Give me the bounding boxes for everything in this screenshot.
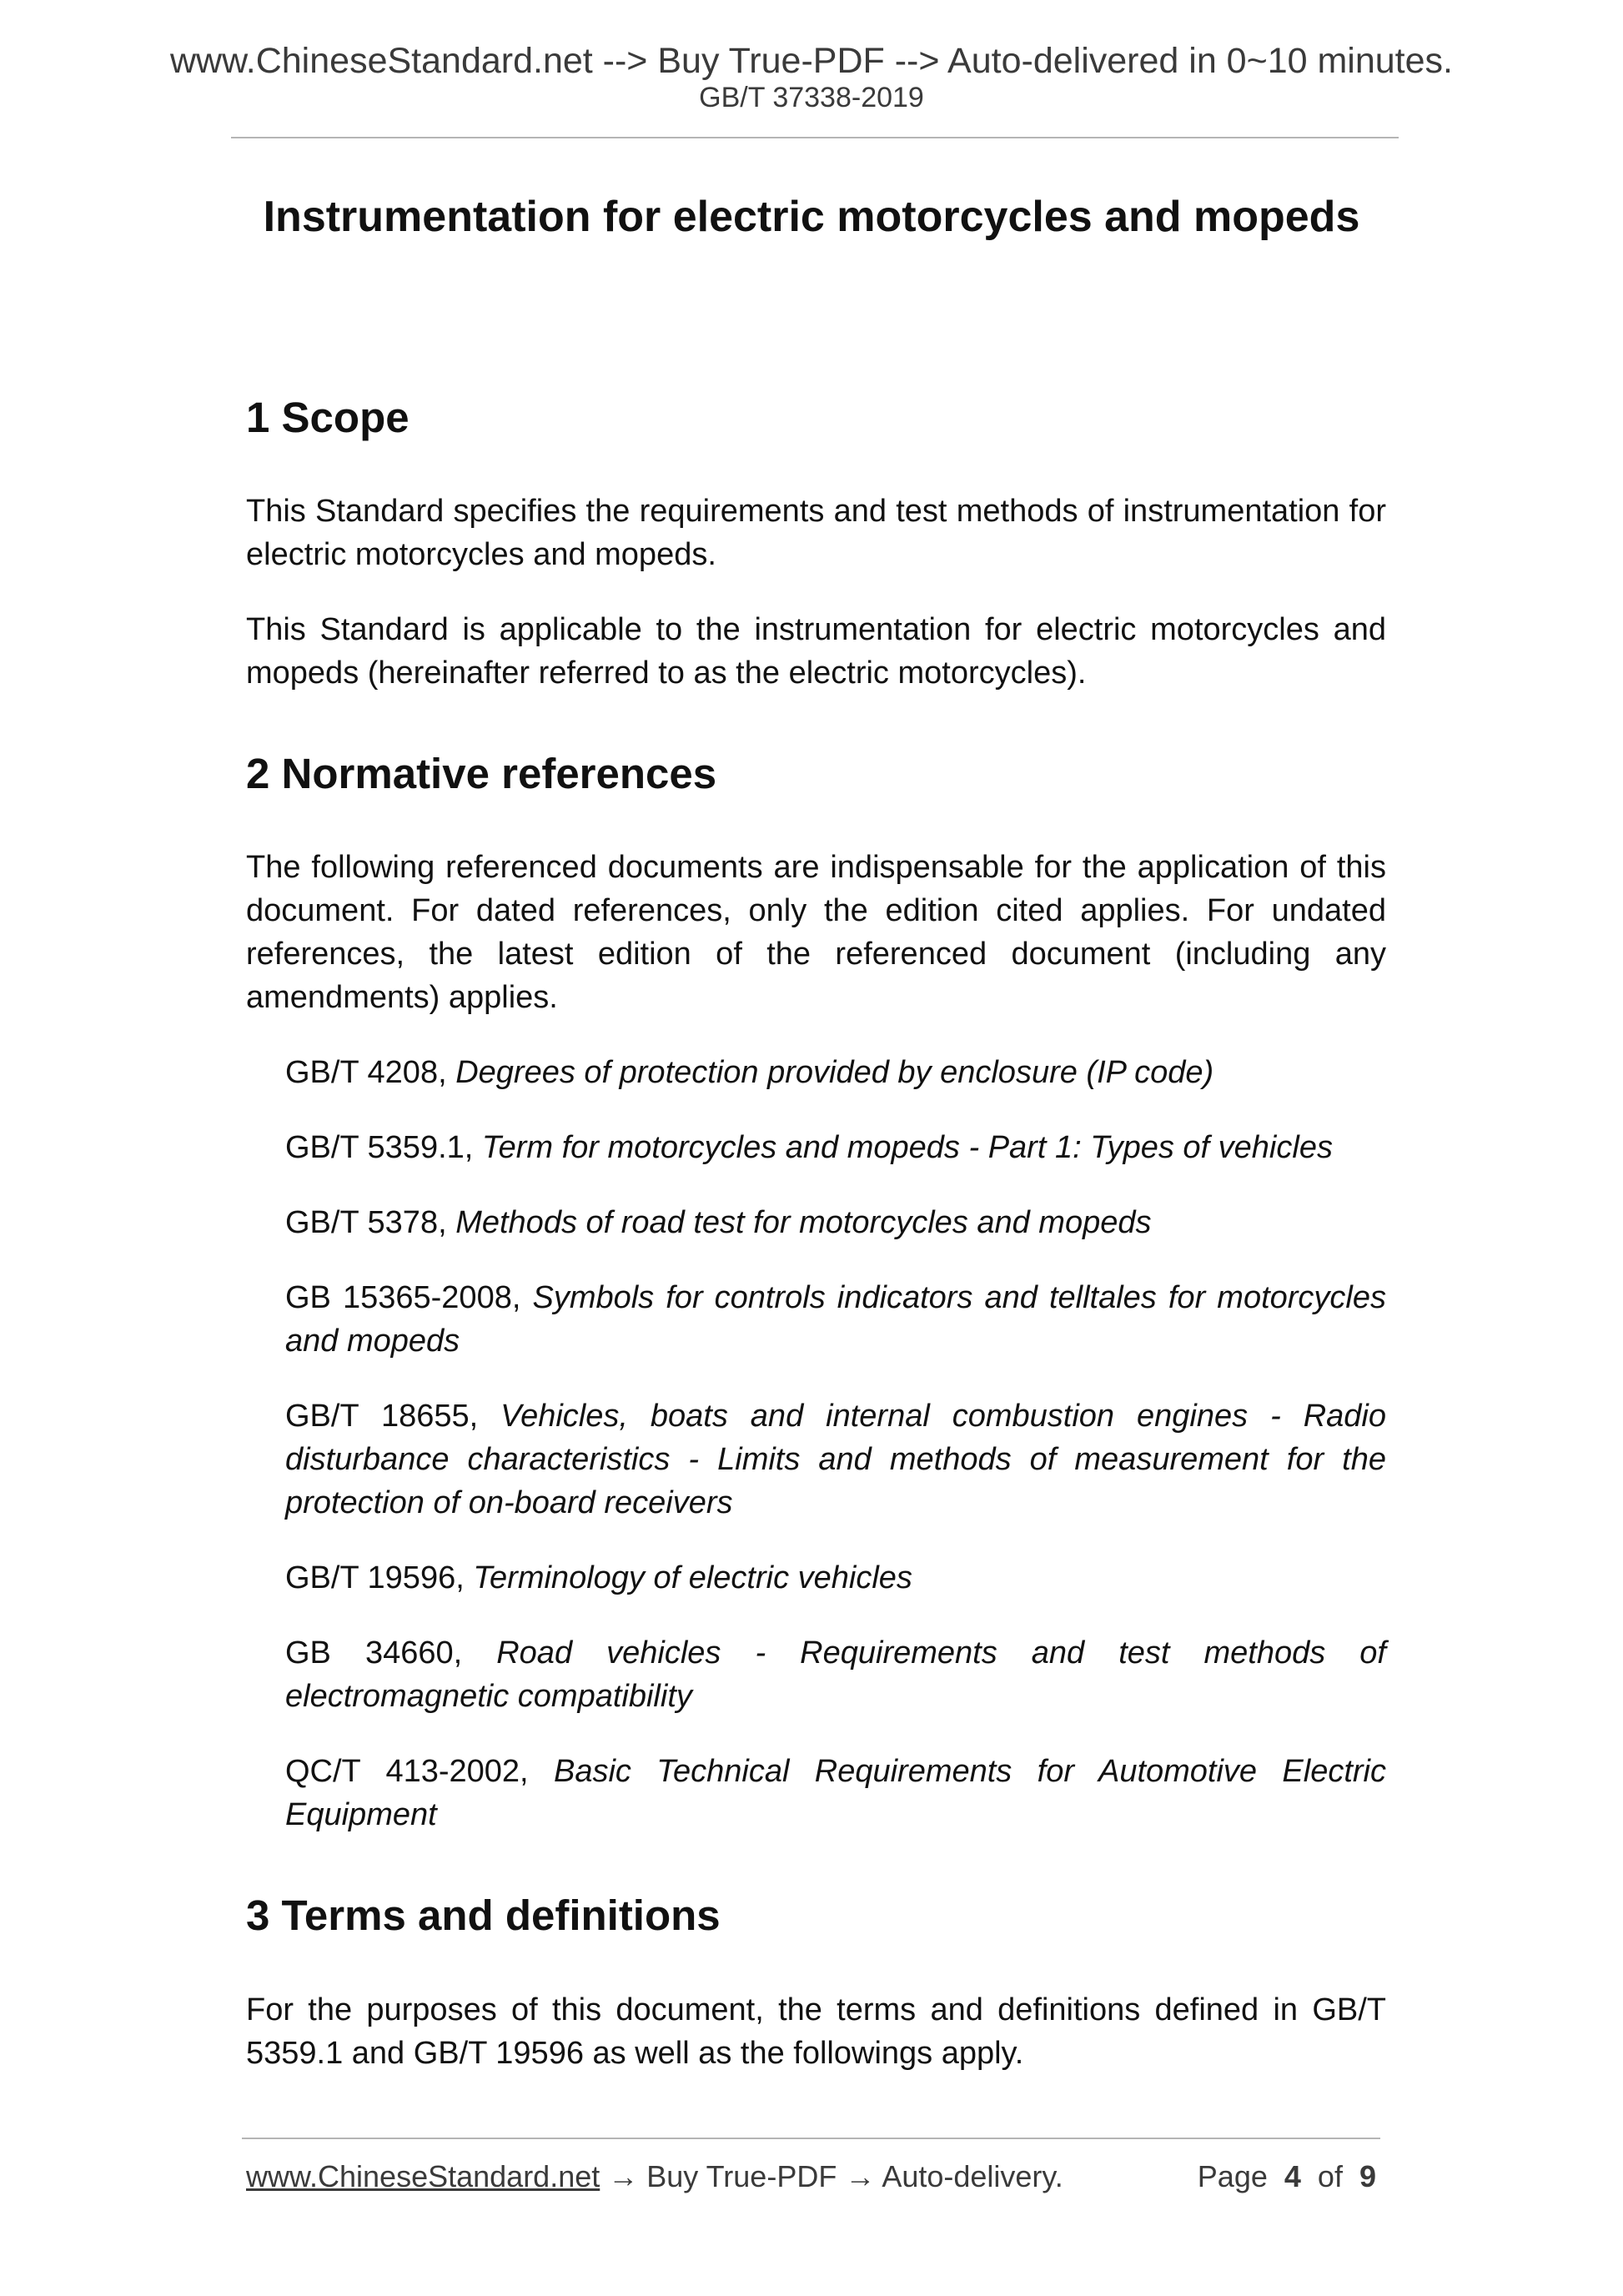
paragraph: This Standard specifies the requirements and test methods of instrumentation for electric motorcycles and mopeds. xyxy=(246,494,1386,573)
section-heading: 1 Scope xyxy=(246,394,410,441)
footer-promo-text: → Buy True-PDF → Auto-delivery. xyxy=(600,2159,1063,2193)
reference-title: Vehicles, boats and internal combustion engines - Radio disturbance characteristics - Limits and methods of measurement for the protection of on-board receivers xyxy=(285,1399,1386,1521)
footer-promo xyxy=(246,2159,1063,2193)
reference-list xyxy=(246,1051,1386,1836)
reference-title: Symbols for controls indicators and telltales for motorcycles and mopeds xyxy=(285,1280,1387,1359)
reference-title: Term for motorcycles and mopeds - Part 1: Types of vehicles xyxy=(481,1130,1333,1166)
reference-item xyxy=(285,1394,1386,1525)
reference-code: GB/T 18655, xyxy=(285,1399,501,1434)
page-label: Page xyxy=(1197,2159,1268,2193)
section-scope xyxy=(246,392,1386,695)
reference-code: GB/T 4208, xyxy=(285,1055,456,1091)
reference-item xyxy=(285,1276,1386,1363)
section-heading: 3 Terms and definitions xyxy=(246,1892,721,1940)
standard-code: GB/T 37338-2019 xyxy=(699,82,924,113)
reference-title: Methods of road test for motorcycles and mopeds xyxy=(455,1205,1152,1241)
document-title: Instrumentation for electric motorcycles and mopeds xyxy=(263,193,1360,241)
page-total: 9 xyxy=(1359,2159,1376,2193)
paragraph: For the purposes of this document, the terms and definitions defined in GB/T 5359.1 and GB/T 19596 as well as the followings apply. xyxy=(246,1992,1386,2071)
reference-code: GB 34660, xyxy=(285,1635,497,1671)
reference-code: GB/T 19596, xyxy=(285,1560,474,1596)
paragraph: The following referenced documents are indispensable for the application of this document. For dated references, only the edition cited applies. For undated references, the latest edition of the referenced document (including any amendments) applies. xyxy=(246,850,1386,1016)
reference-item xyxy=(285,1750,1386,1836)
section-terms-and-definitions xyxy=(246,1890,1386,2074)
reference-code: QC/T 413-2002, xyxy=(285,1754,554,1790)
page-indicator xyxy=(1197,2159,1376,2193)
paragraph: This Standard is applicable to the instrumentation for electric motorcycles and mopeds (hereinafter referred to as the electric motorcycles). xyxy=(246,612,1386,691)
section-normative-references xyxy=(246,748,1386,1836)
section-heading: 2 Normative references xyxy=(246,750,717,798)
of-label: of xyxy=(1317,2159,1343,2193)
reference-item xyxy=(285,1201,1386,1244)
page-current: 4 xyxy=(1284,2159,1301,2193)
reference-code: GB/T 5378, xyxy=(285,1205,456,1241)
reference-code: GB 15365-2008, xyxy=(285,1280,533,1316)
document-body xyxy=(246,392,1386,2128)
reference-title: Basic Technical Requirements for Automotive Electric Equipment xyxy=(285,1754,1386,1833)
reference-title: Degrees of protection provided by enclosure (IP code) xyxy=(455,1055,1214,1091)
reference-item xyxy=(285,1126,1386,1169)
reference-item xyxy=(285,1051,1386,1094)
reference-title: Terminology of electric vehicles xyxy=(473,1560,912,1596)
reference-title: Road vehicles - Requirements and test methods of electromagnetic compatibility xyxy=(285,1635,1386,1715)
reference-item xyxy=(285,1631,1386,1718)
header-divider xyxy=(231,137,1399,138)
reference-code: GB/T 5359.1, xyxy=(285,1130,482,1166)
reference-item xyxy=(285,1556,1386,1600)
footer-site-link[interactable]: www.ChineseStandard.net xyxy=(246,2159,600,2193)
header-banner: www.ChineseStandard.net --> Buy True-PDF --> Auto-delivered in 0~10 minutes. xyxy=(169,41,1453,81)
footer-divider xyxy=(242,2138,1380,2139)
